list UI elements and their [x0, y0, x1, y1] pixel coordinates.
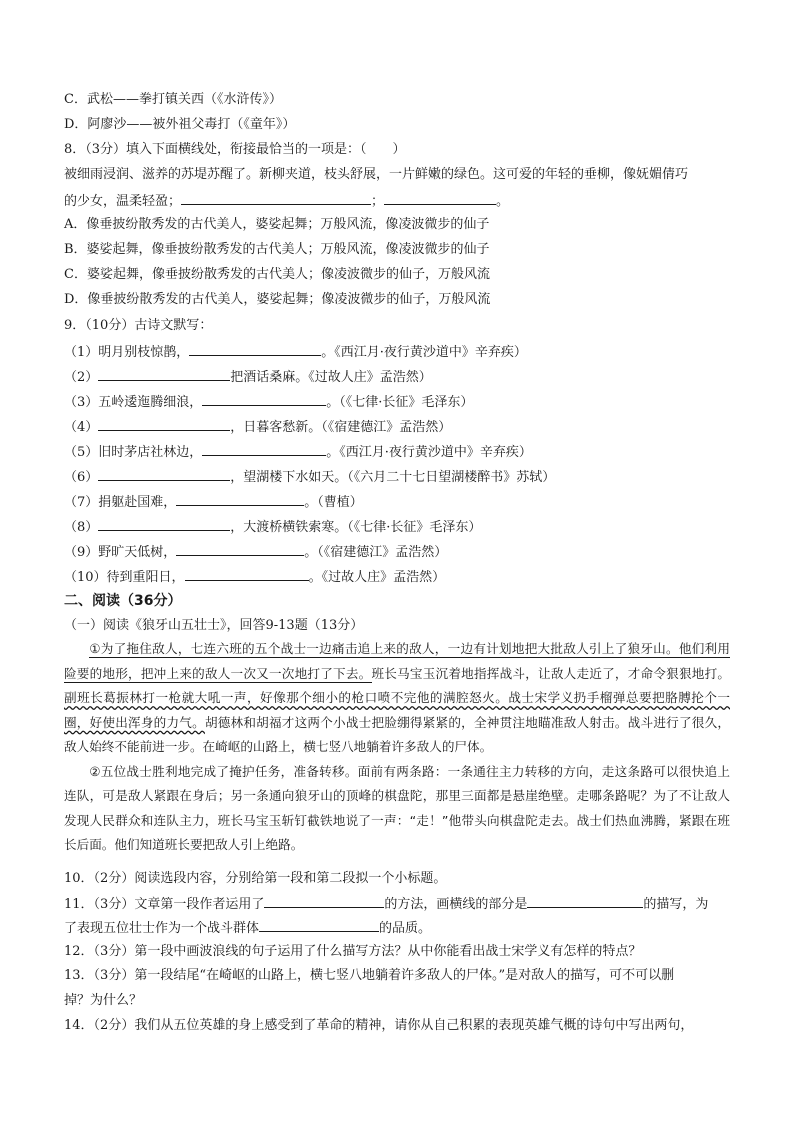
underlined-text: ①为了拖住敌人，七连六班的五个战士一边痛击追上来的敌人，一边有计划地把大批敌人引上了狼牙山。他们利用险要的地形，把冲上来的敌人一次又一次地打了下去。: [64, 641, 730, 681]
q11-text: 的品质。: [379, 921, 432, 936]
answer-blank[interactable]: [259, 919, 379, 932]
item-num: （5）: [64, 445, 99, 460]
item-pre: 捐躯赴国难，: [98, 495, 177, 510]
text-start: 的少女，温柔轻盈；: [64, 194, 182, 209]
question-12: 12．（3分）第一段中画波浪线的句子运用了什么描写方法？从中你能看出战士宋学义有怎样的特点？: [64, 944, 642, 959]
recite-item: [64, 343, 527, 361]
question-8-option: D．像垂披纷散秀发的古代美人，婆娑起舞；像凌波微步的仙子，万般风流: [64, 292, 491, 307]
item-num: （10）: [64, 570, 107, 585]
recite-item: [64, 368, 432, 386]
text-end: 。: [496, 194, 510, 209]
question-9-stem: 9．（10分）古诗文默写：: [64, 318, 213, 333]
recite-item: [64, 493, 363, 511]
answer-blank[interactable]: [98, 368, 230, 381]
answer-blank[interactable]: [98, 418, 230, 431]
item-pre: 旧时茅店社林边，: [98, 445, 203, 460]
item-post: 。（曹植）: [304, 495, 363, 510]
item-post: 。《西江月·夜行黄沙道中》辛弃疾）: [321, 345, 527, 360]
option-d: D．阿廖沙——被外祖父毒打（《童年》）: [64, 117, 296, 132]
question-14: 14．（2分）我们从五位英雄的身上感受到了革命的精神，请你从自己积累的表现英雄气概的诗句中写出两句，: [64, 1018, 694, 1033]
passage-text: 班长马宝玉沉着地指挥战斗，让敌人走近了，才命令狠狠地打。: [371, 665, 731, 681]
question-13-line1: 13．（3分）第一段结尾“在崎岖的山路上，横七竖八地躺着许多敌人的尸体。”是对敌人的描写，可不可以删: [64, 968, 675, 983]
recite-item: [64, 568, 445, 586]
answer-blank[interactable]: [202, 393, 326, 406]
question-8-option: A．像垂披纷散秀发的古代美人，婆娑起舞；万般风流，像凌波微步的仙子: [64, 217, 490, 232]
question-11-line1: [64, 895, 708, 913]
q11-text: 的方法，画横线的部分是: [384, 897, 528, 912]
answer-blank[interactable]: [185, 568, 309, 581]
item-num: （6）: [64, 470, 99, 485]
answer-blank[interactable]: [98, 518, 230, 531]
recite-item: [64, 468, 555, 486]
option-c: C．武松——拳打镇关西（《水浒传》）: [64, 92, 282, 107]
answer-blank[interactable]: [202, 443, 326, 456]
question-11-line2: [64, 919, 431, 937]
answer-blank[interactable]: [176, 543, 304, 556]
section-subheading: （一）阅读《狼牙山五壮士》，回答9-13题（13分）: [64, 618, 364, 633]
item-pre: 五岭逶迤腾细浪，: [98, 395, 203, 410]
reading-passage: [64, 637, 730, 858]
item-post: 。《过故人庄》孟浩然）: [308, 570, 446, 585]
item-post: 。《西江月·夜行黄沙道中》辛弃疾）: [326, 445, 532, 460]
recite-item: [64, 543, 447, 561]
answer-blank[interactable]: [176, 493, 304, 506]
question-8-text-line1: 被细雨浸润、滋养的苏堤苏醒了。新柳夹道，枝头舒展，一片鲜嫩的绿色。这可爱的年轻的垂柳，像妩媚倩巧: [64, 167, 689, 182]
question-8-text-line2: [64, 192, 509, 210]
item-pre: 待到重阳日，: [106, 570, 185, 585]
section-heading: 二、阅读（36分）: [64, 593, 182, 609]
recite-item: [64, 393, 473, 411]
answer-blank[interactable]: [98, 468, 230, 481]
q11-text: 11．（3分）文章第一段作者运用了: [64, 897, 265, 912]
item-pre: 野旷天低树，: [98, 545, 177, 560]
answer-blank[interactable]: [189, 343, 321, 356]
item-num: （2）: [64, 370, 99, 385]
wavy-underlined-text: 副班长葛振林打一枪就大吼一声，好像那个细小的枪口喷不完他的满腔怒火。战士宋学义扔手榴弹总要把胳膊抡个一圈，好使出浑身的力气。: [64, 690, 730, 730]
answer-blank[interactable]: [527, 895, 643, 908]
recite-item: [64, 443, 532, 461]
recite-item: [64, 518, 481, 536]
item-num: （3）: [64, 395, 99, 410]
q11-text: 了表现五位壮士作为一个战斗群体: [64, 921, 260, 936]
item-num: （4）: [64, 420, 99, 435]
answer-blank[interactable]: [181, 192, 371, 205]
question-10: 10．（2分）阅读选段内容，分别给第一段和第二段拟一个小标题。: [64, 871, 447, 886]
item-num: （7）: [64, 495, 99, 510]
passage-paragraph-1: [64, 637, 730, 760]
item-post: ，望湖楼下水如天。（《六月二十七日望湖楼醉书》苏轼）: [230, 470, 556, 485]
item-num: （1）: [64, 345, 99, 360]
text-mid: ；: [371, 194, 385, 209]
item-post: ，大渡桥横铁索寒。（《七律·长征》毛泽东）: [230, 520, 482, 535]
item-num: （9）: [64, 545, 99, 560]
passage-text: 胡德林和胡福才这两个小战士把脸绷得紧紧的，全神贯注地瞄准敌人射击。战斗进行了很久，敌人始终不能前进一步。在崎岖的山路上，横七竖八地躺着许多敌人的尸体。: [64, 714, 731, 754]
item-post: 。（《七律·长征》毛泽东）: [326, 395, 474, 410]
question-8-stem: 8．（3分）填入下面横线处，衔接最恰当的一项是：（ ）: [64, 142, 406, 157]
q11-text: 的描写，为: [643, 897, 709, 912]
answer-blank[interactable]: [384, 192, 496, 205]
item-post: ，日暮客愁新。（《宿建德江》孟浩然）: [230, 420, 452, 435]
item-pre: 明月别枝惊鹊，: [98, 345, 190, 360]
question-8-option: B．婆娑起舞，像垂披纷散秀发的古代美人；万般风流，像凌波微步的仙子: [64, 242, 490, 257]
question-13-line2: 掉？为什么？: [64, 993, 143, 1008]
answer-blank[interactable]: [264, 895, 384, 908]
item-post: 把酒话桑麻。《过故人庄》孟浩然）: [230, 370, 432, 385]
item-num: （8）: [64, 520, 99, 535]
item-post: 。（《宿建德江》孟浩然）: [304, 545, 448, 560]
recite-item: [64, 418, 451, 436]
passage-paragraph-2: ②五位战士胜利地完成了掩护任务，准备转移。面前有两条路：一条通往主力转移的方向，走这条路可以很快追上连队，可是敌人紧跟在身后；另一条通向狼牙山的顶峰的棋盘陀，那里三面都是悬崖绝壁。走哪条路呢？为了不让敌人发现人民群众和连队主力，班长马宝玉斩钉截铁地说了一声：“走！”他带头向棋盘陀走去。战士们热血沸腾，紧跟在班长后面。他们知道班长要把敌人引上绝路。: [64, 763, 730, 852]
question-8-option: C．婆娑起舞，像垂披纷散秀发的古代美人；像凌波微步的仙子，万般风流: [64, 267, 490, 282]
